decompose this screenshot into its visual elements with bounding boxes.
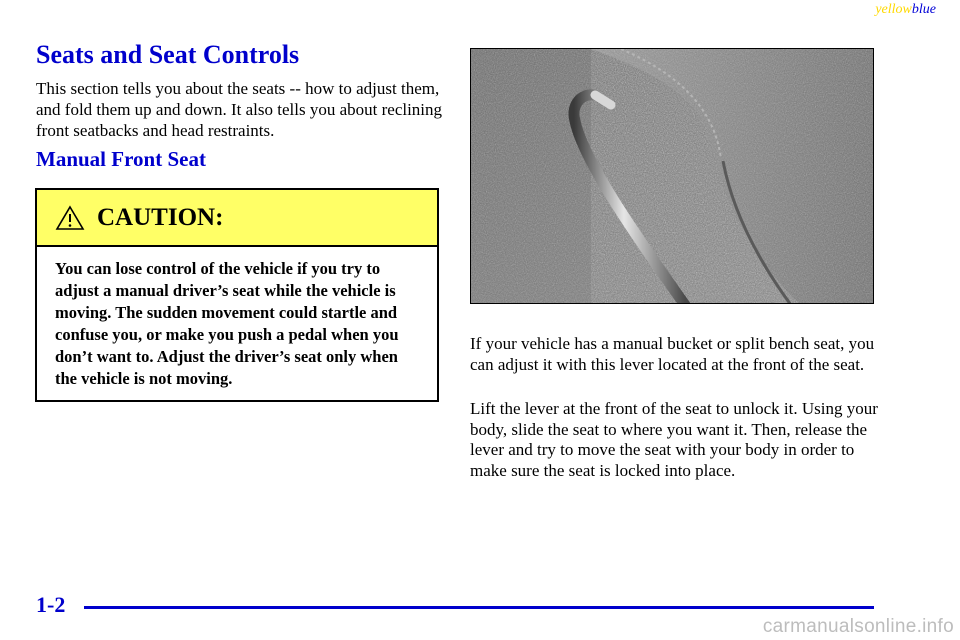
page-title: Seats and Seat Controls bbox=[36, 40, 300, 69]
watermark: carmanualsonline.info bbox=[762, 616, 954, 637]
warning-triangle-icon bbox=[55, 205, 85, 231]
footer-rule bbox=[84, 606, 874, 609]
page-number: 1-2 bbox=[36, 592, 66, 617]
lever-location-paragraph: If your vehicle has a manual bucket or split bench seat, you can adjust it with this lever located at the front of the seat. bbox=[470, 334, 875, 374]
color-tag-yellow: yellow bbox=[875, 2, 912, 17]
seat-lever-illustration bbox=[471, 49, 874, 304]
lever-usage-paragraph: Lift the lever at the front of the seat to unlock it. Using your body, slide the seat to where you want it. Then, release the lever and try to move the seat with your body in order to make sure the seat is locked into place. bbox=[470, 399, 878, 480]
caution-text: You can lose control of the vehicle if you try to adjust a manual driver’s seat while the vehicle is moving. The sudden movement could startle and confuse you, or make you push a pedal when you don’t want to. Adjust the driver’s seat only when the vehicle is not moving. bbox=[55, 259, 399, 388]
intro-paragraph: This section tells you about the seats -- how to adjust them, and fold them up and down. It also tells you about reclining front seatbacks and head restraints. bbox=[36, 79, 443, 140]
caution-header bbox=[37, 190, 437, 247]
color-tag-blue: blue bbox=[911, 2, 936, 17]
caution-title: CAUTION: bbox=[97, 203, 224, 231]
section-subtitle: Manual Front Seat bbox=[36, 147, 206, 171]
color-tag bbox=[875, 2, 936, 18]
seat-lever-photo bbox=[470, 48, 874, 304]
caution-box bbox=[35, 188, 439, 402]
